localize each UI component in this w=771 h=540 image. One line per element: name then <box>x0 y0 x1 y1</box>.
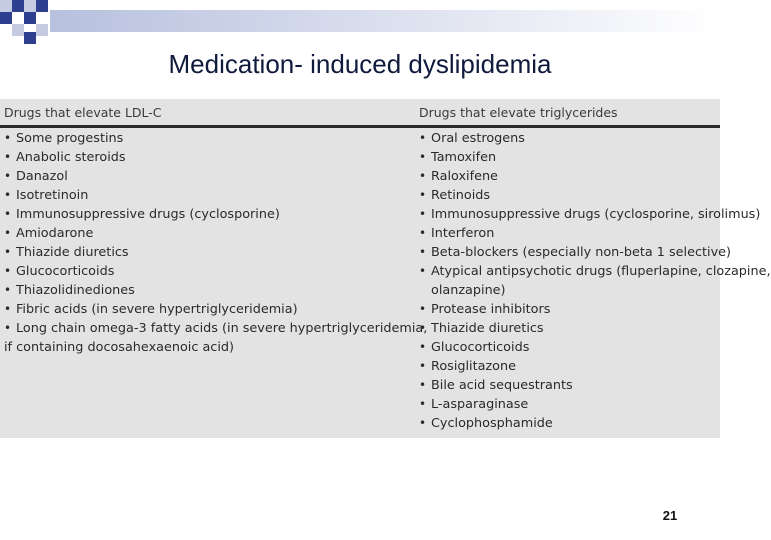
list-item: • Amiodarone <box>4 224 408 243</box>
ldl-drug-list <box>4 125 428 357</box>
ldl-column <box>4 99 428 357</box>
page-number: 21 <box>662 508 678 523</box>
list-item: • L-asparaginase <box>419 395 719 414</box>
list-item: • Cyclophosphamide <box>419 414 719 433</box>
list-item: • Retinoids <box>419 186 719 205</box>
list-item: • Isotretinoin <box>4 186 408 205</box>
drug-table <box>0 99 771 438</box>
triglyceride-column-header: Drugs that elevate triglycerides <box>419 105 618 120</box>
list-item: • Thiazide diuretics <box>419 319 719 338</box>
slide-title: Medication- induced dyslipidemia <box>168 49 552 79</box>
list-item: • Atypical antipsychotic drugs (fluperlapine, clozapine, <box>419 262 719 281</box>
gradient-bar <box>50 10 720 32</box>
list-item: • Glucocorticoids <box>4 262 408 281</box>
list-item-continuation: olanzapine) <box>431 283 506 298</box>
list-item: • Protease inhibitors <box>419 300 719 319</box>
list-item: • Glucocorticoids <box>419 338 719 357</box>
list-item: • Thiazide diuretics <box>4 243 408 262</box>
list-item: • Beta-blockers (especially non-beta 1 selective) <box>419 243 719 262</box>
list-item: • Interferon <box>419 224 719 243</box>
list-item: • Some progestins <box>4 129 408 148</box>
list-item: • Thiazolidinediones <box>4 281 408 300</box>
list-item: • Tamoxifen <box>419 148 719 167</box>
checker-squares <box>0 0 48 44</box>
list-item: • Bile acid sequestrants <box>419 376 719 395</box>
list-item: • Rosiglitazone <box>419 357 719 376</box>
triglyceride-column <box>419 99 771 433</box>
list-item: • Oral estrogens <box>419 129 719 148</box>
list-item: • Immunosuppressive drugs (cyclosporine, sirolimus) <box>419 205 719 224</box>
list-item-continuation: if containing docosahexaenoic acid) <box>4 340 235 355</box>
triglyceride-drug-list <box>419 125 771 433</box>
list-item: • Anabolic steroids <box>4 148 408 167</box>
list-item: • Fibric acids (in severe hypertriglyceridemia) <box>4 300 408 319</box>
list-item: • Raloxifene <box>419 167 719 186</box>
list-item: • Immunosuppressive drugs (cyclosporine) <box>4 205 408 224</box>
header-decoration <box>0 0 720 44</box>
list-item: • Danazol <box>4 167 408 186</box>
ldl-column-header: Drugs that elevate LDL-C <box>4 105 162 120</box>
list-item: • Long chain omega-3 fatty acids (in severe hypertriglyceridemia, <box>4 319 408 338</box>
